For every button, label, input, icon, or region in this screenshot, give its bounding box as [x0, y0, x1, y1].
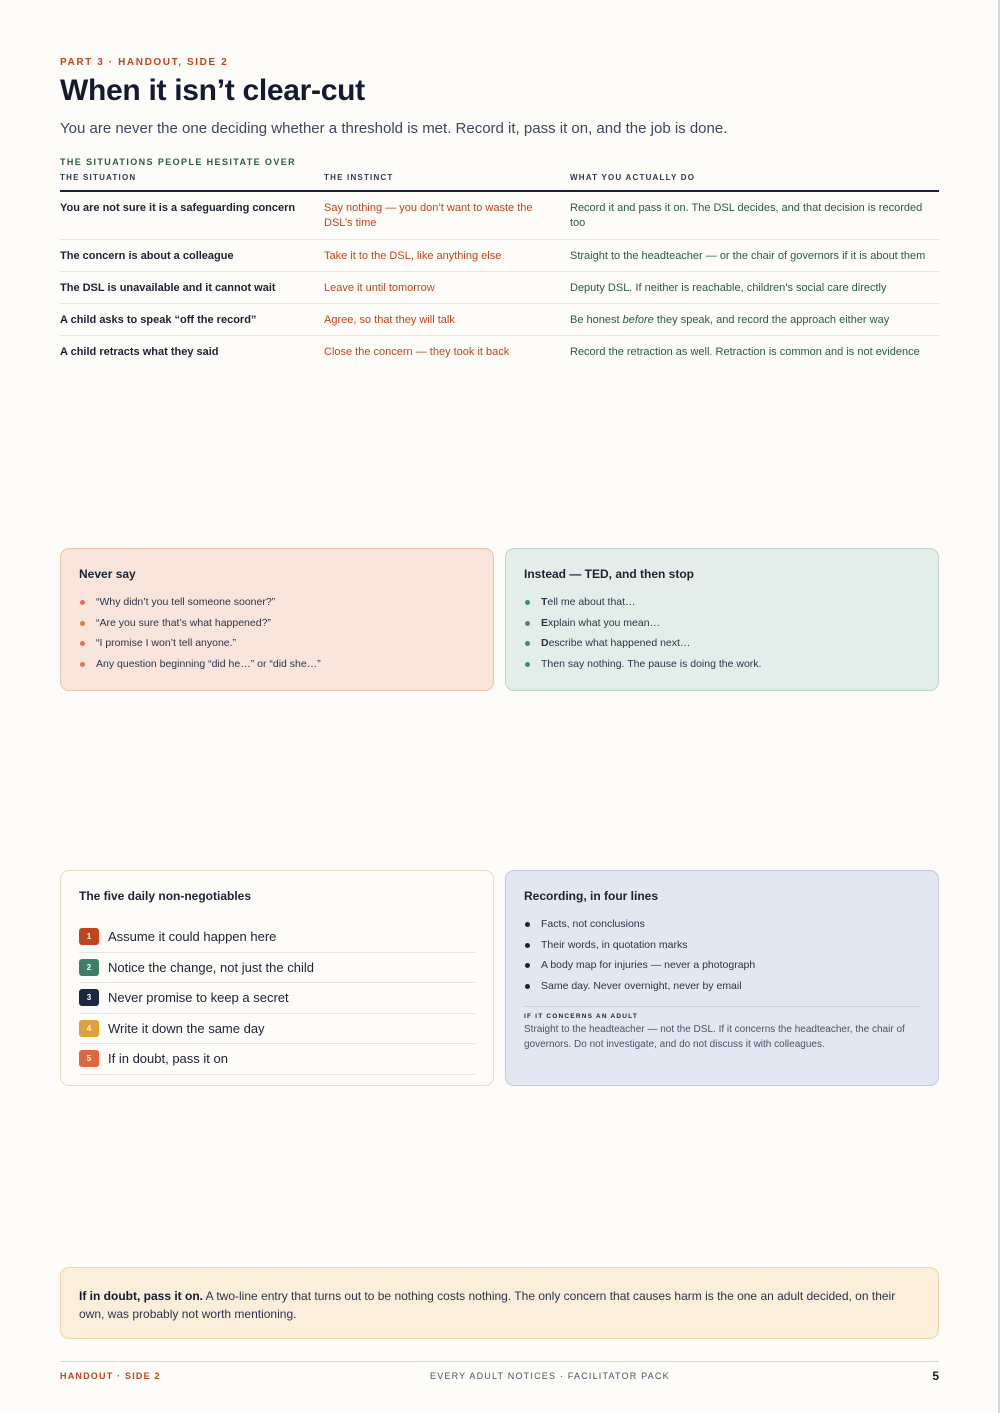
- situation-cell: A child retracts what they said: [60, 346, 219, 358]
- ted-list: [524, 596, 920, 679]
- ted-letter: T: [541, 596, 548, 608]
- column-header-instinct: THE INSTINCT: [324, 173, 394, 182]
- non-negotiable-label: Notice the change, not just the child: [108, 959, 314, 975]
- list-item: Their words, in quotation marks: [524, 939, 920, 960]
- action-cell: Deputy DSL. If neither is reachable, children’s social care directly: [570, 282, 887, 294]
- list-item: [524, 658, 920, 679]
- non-negotiable-label: Write it down the same day: [108, 1020, 265, 1036]
- instinct-cell: Agree, so that they will talk: [324, 314, 455, 326]
- non-negotiables-title: The five daily non-negotiables: [79, 889, 252, 903]
- never-say-list: [79, 596, 475, 679]
- action-cell: [570, 313, 939, 335]
- recording-list: [524, 918, 920, 1001]
- eyebrow: PART 3 · HANDOUT, SIDE 2: [60, 57, 229, 68]
- list-item: [79, 983, 475, 1014]
- action-cell: Record it and pass it on. The DSL decides, and that decision is recorded too: [570, 202, 923, 229]
- table-header: [60, 173, 939, 192]
- list-item: [524, 637, 920, 658]
- situation-cell: A child asks to speak “off the record”: [60, 314, 257, 326]
- list-item: A body map for injuries — never a photograph: [524, 959, 920, 980]
- list-item: Same day. Never overnight, never by email: [524, 980, 920, 1001]
- table-row: [60, 304, 939, 336]
- never-say-box: [60, 548, 494, 691]
- action-cell: Straight to the headteacher — or the chair of governors if it is about them: [570, 250, 926, 262]
- table-row: [60, 336, 939, 368]
- number-badge: 5: [79, 1050, 99, 1067]
- ted-letter: D: [541, 637, 549, 650]
- recording-title: Recording, in four lines: [524, 889, 659, 903]
- page-number: 5: [932, 1369, 939, 1383]
- number-badge: 1: [79, 928, 99, 945]
- page-title: When it isn’t clear-cut: [60, 74, 365, 107]
- non-negotiable-label: Assume it could happen here: [108, 929, 277, 945]
- action-cell: Record the retraction as well. Retraction is common and is not evidence: [570, 346, 920, 358]
- number-badge: 4: [79, 1020, 99, 1037]
- footer-divider: [60, 1361, 939, 1362]
- table-heading: THE SITUATIONS PEOPLE HESITATE OVER: [60, 157, 297, 167]
- list-item: “Why didn’t you tell someone sooner?”: [79, 596, 475, 617]
- action-text-emphasis: before: [622, 314, 654, 326]
- table-row: [60, 272, 939, 304]
- list-item: [79, 1014, 475, 1045]
- ted-title: Instead — TED, and then stop: [524, 567, 695, 581]
- table-row: [60, 192, 939, 240]
- situations-table: [60, 173, 939, 368]
- column-header-action: WHAT YOU ACTUALLY DO: [570, 173, 696, 182]
- list-item: Any question beginning “did he…” or “did she…”: [79, 658, 475, 679]
- lede: You are never the one deciding whether a threshold is met. Record it, pass it on, and the job is done.: [60, 120, 728, 137]
- list-item: “Are you sure that’s what happened?”: [79, 617, 475, 638]
- action-text-post: they speak, and record the approach either way: [653, 314, 890, 326]
- number-badge: 3: [79, 989, 99, 1006]
- divider: [524, 1006, 920, 1007]
- instinct-cell: Say nothing — you don’t want to waste the DSL’s time: [324, 202, 533, 229]
- list-item: [79, 922, 475, 953]
- list-item: [79, 953, 475, 984]
- situation-cell: You are not sure it is a safeguarding concern: [60, 202, 296, 214]
- callout-lead: If in doubt, pass it on.: [79, 1289, 203, 1303]
- table-row: [60, 240, 939, 272]
- non-negotiables-list: [79, 922, 475, 1075]
- number-badge: 2: [79, 959, 99, 976]
- situation-cell: The concern is about a colleague: [60, 250, 234, 262]
- callout-body: A two-line entry that turns out to be nothing costs nothing. The only concern that causes harm is the one an adult decided, on their own, was probably not worth mentioning.: [79, 1289, 896, 1321]
- footer-section-label: HANDOUT · SIDE 2: [60, 1371, 161, 1381]
- list-item: [524, 596, 920, 617]
- instinct-cell: Leave it until tomorrow: [324, 282, 435, 294]
- never-say-title: Never say: [79, 567, 136, 581]
- ted-text: ell me about that…: [547, 596, 636, 608]
- instinct-cell: Close the concern — they took it back: [324, 346, 510, 358]
- adult-concern-text: Straight to the headteacher — not the DSL. If it concerns the headteacher, the chair of governors. Do not investigate, and do not discuss it with colleagues.: [524, 1023, 905, 1050]
- ted-box: [505, 548, 939, 691]
- footer-pack-title: EVERY ADULT NOTICES · FACILITATOR PACK: [430, 1371, 670, 1381]
- ted-letter: E: [541, 616, 549, 629]
- situation-cell: The DSL is unavailable and it cannot wait: [60, 282, 276, 294]
- ted-text: xplain what you mean…: [548, 616, 661, 629]
- action-text-pre: Be honest: [570, 314, 623, 326]
- non-negotiable-label: If in doubt, pass it on: [108, 1051, 228, 1067]
- list-item: [524, 617, 920, 638]
- column-header-situation: THE SITUATION: [60, 173, 137, 182]
- instinct-cell: Take it to the DSL, like anything else: [324, 250, 502, 262]
- ted-text: escribe what happened next…: [548, 637, 691, 650]
- non-negotiables-box: [60, 870, 494, 1086]
- ted-text: Then say nothing. The pause is doing the work.: [541, 658, 762, 671]
- callout-box: [60, 1267, 939, 1339]
- list-item: [79, 1044, 475, 1075]
- list-item: “I promise I won’t tell anyone.”: [79, 637, 475, 658]
- adult-concern-heading: IF IT CONCERNS AN ADULT: [524, 1012, 639, 1020]
- list-item: Facts, not conclusions: [524, 918, 920, 939]
- non-negotiable-label: Never promise to keep a secret: [108, 990, 289, 1006]
- recording-box: [505, 870, 939, 1086]
